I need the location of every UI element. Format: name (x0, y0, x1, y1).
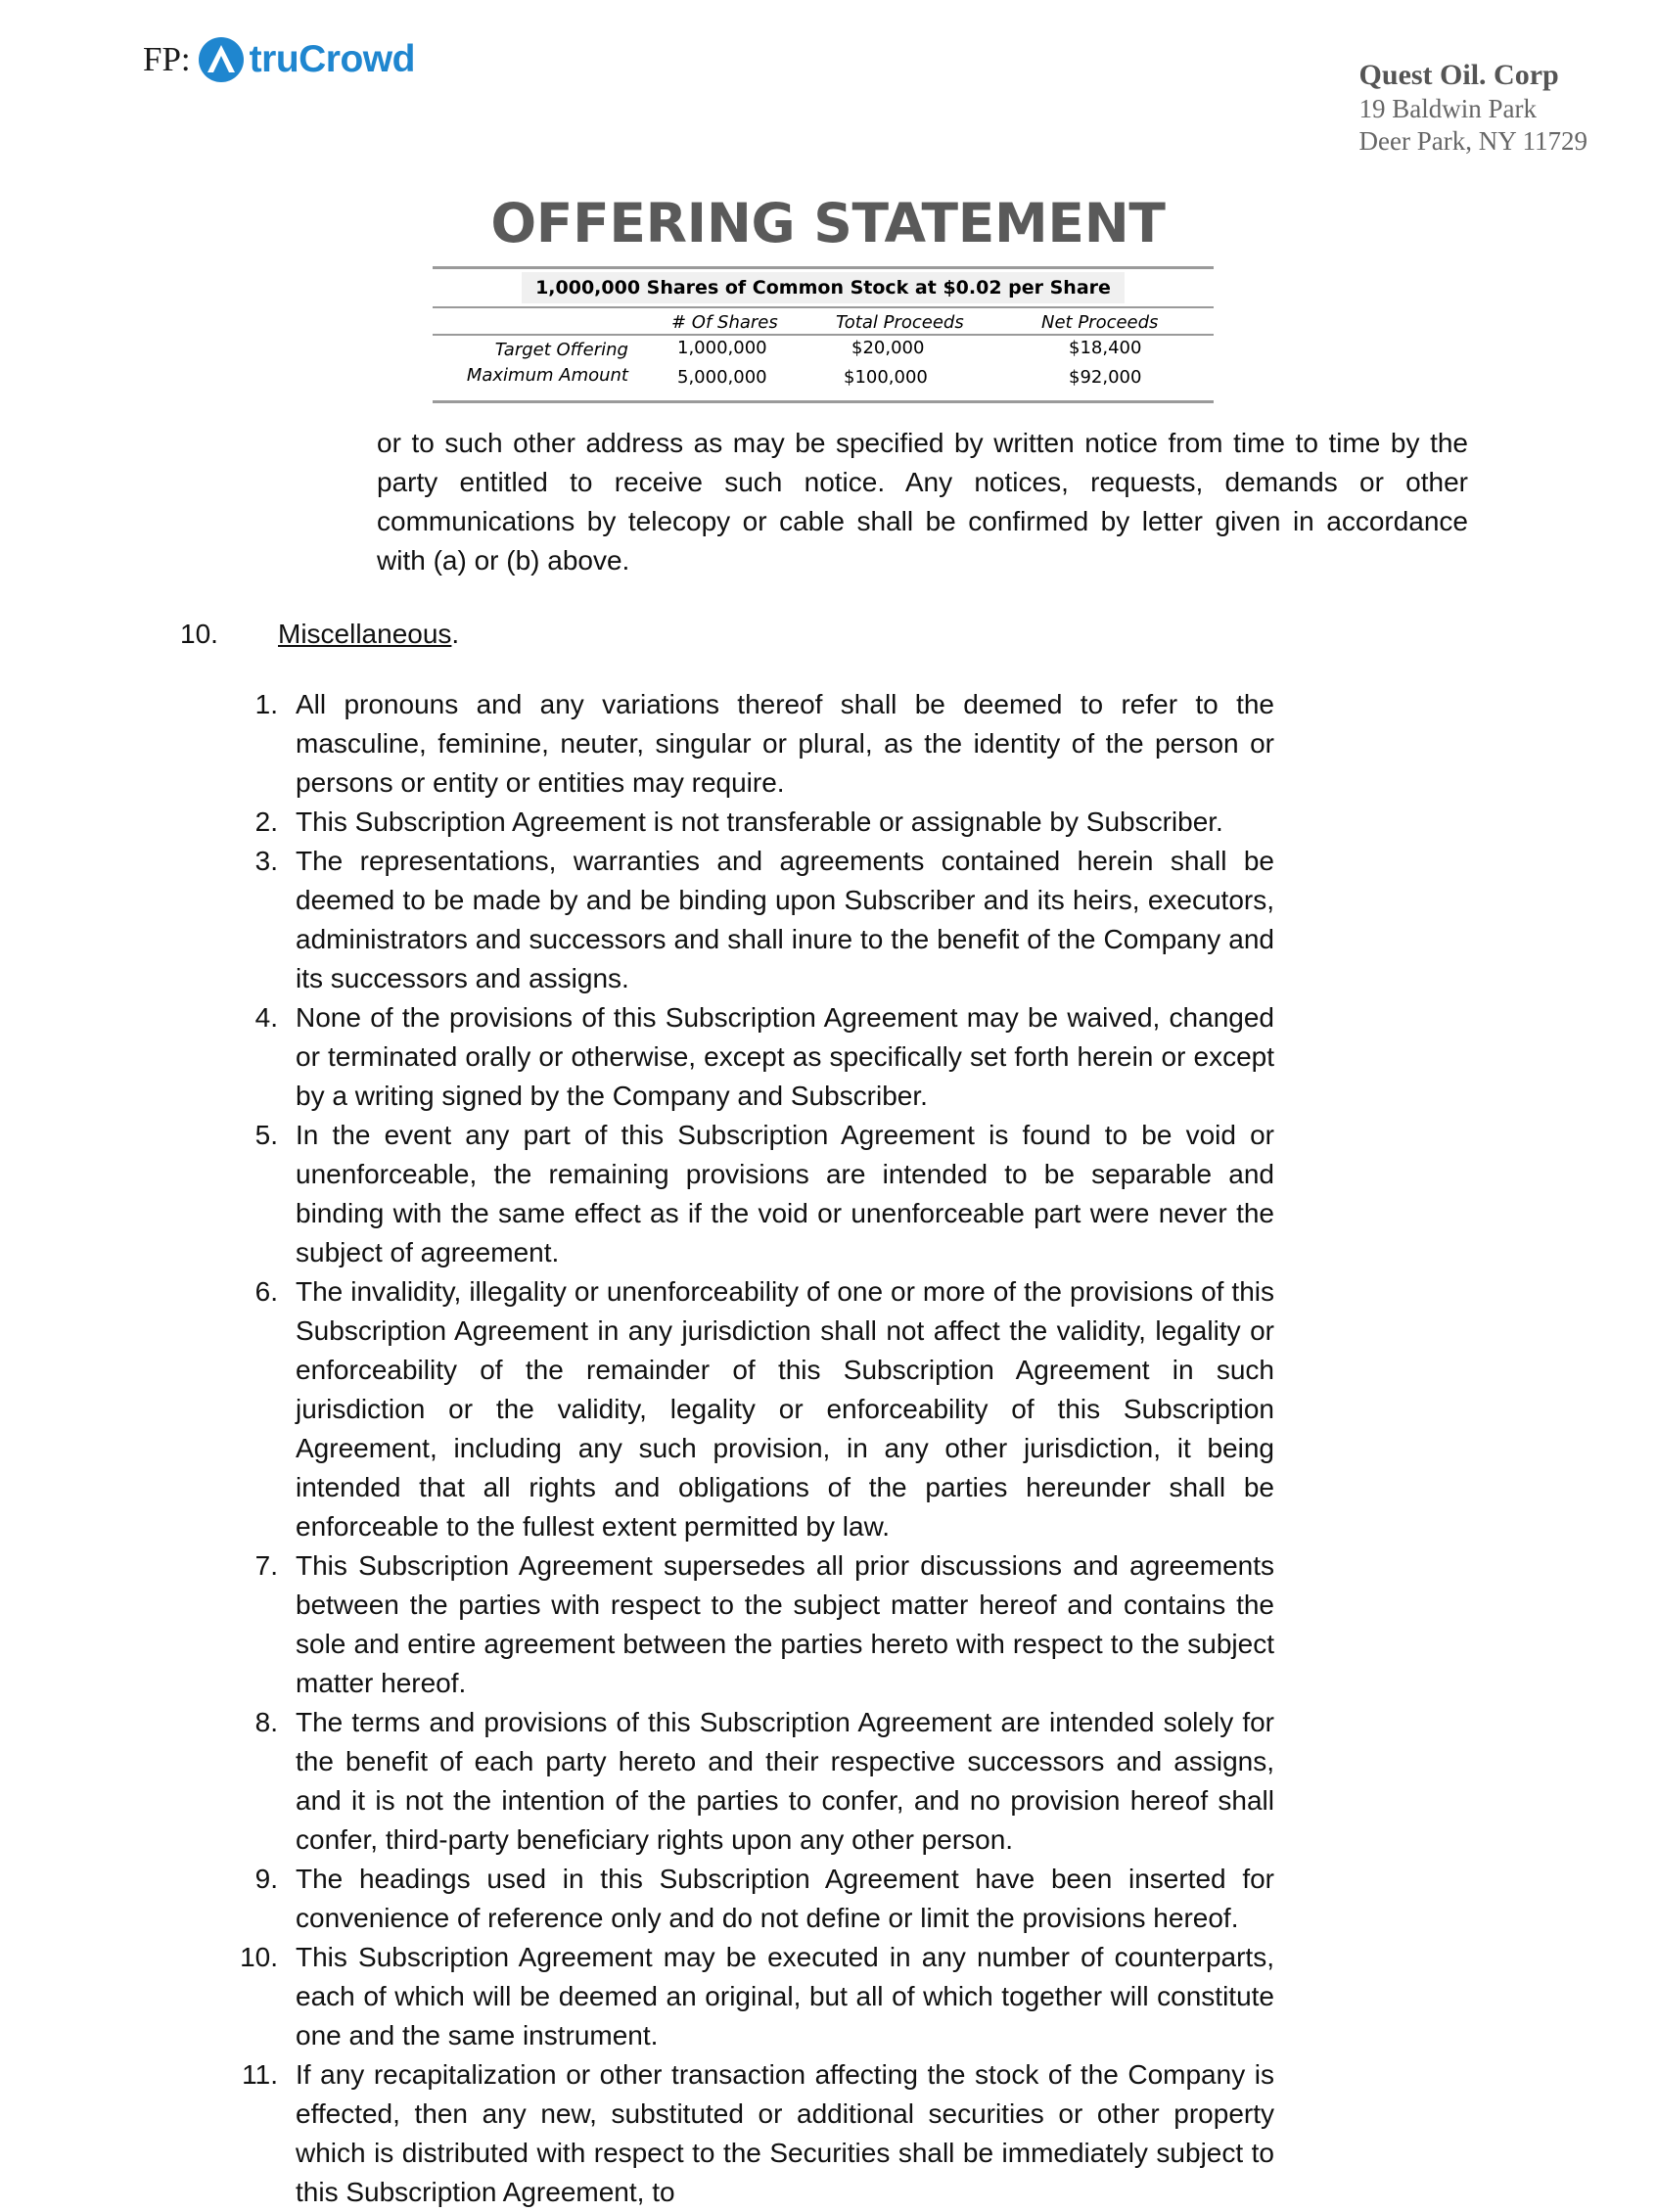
clause-number: 6. (254, 1276, 278, 1307)
cell-target-shares: 1,000,000 (677, 338, 767, 358)
clause-number: 8. (254, 1707, 278, 1737)
list-item (227, 1116, 1470, 1272)
fp-label: FP: (143, 40, 191, 78)
list-item (227, 1272, 1470, 1546)
clause-text: This Subscription Agreement supersedes all prior discussions and agreements between the parties with respect to the subject matter hereof and contains the sole and entire agreement between the parties hereto with respect to the subject matter hereof. (296, 1550, 1274, 1698)
cell-maximum-shares: 5,000,000 (677, 367, 767, 388)
clause-text: This Subscription Agreement is not transferable or assignable by Subscriber. (296, 806, 1223, 837)
table-bottom-rule (433, 400, 1214, 403)
list-item (227, 1703, 1470, 1860)
list-item (227, 998, 1470, 1116)
cell-maximum-total: $100,000 (844, 367, 928, 388)
clause-text: The invalidity, illegality or unenforceability of one or more of the provisions of this Subscription Agreement in any jurisdiction shall not affect the validity, legality or enforceability of the remainder of this Subscription Agreement in such jurisdiction or the validity, legality or enforceability of this Subscription Agreement, including any such provision, in any other jurisdiction, it being intended that all rights and obligations of the parties hereunder shall be enforceable to the fullest extent permitted by law. (296, 1276, 1274, 1542)
section-number: 10. (180, 619, 218, 649)
clause-number: 3. (254, 846, 278, 876)
clause-number: 9. (254, 1864, 278, 1894)
clause-number: 2. (254, 806, 278, 837)
trucrowd-logo (143, 37, 415, 82)
clause-text: The headings used in this Subscription Agreement have been inserted for convenience of reference only and do not define or limit the provisions hereof. (296, 1864, 1274, 1933)
row-label-target: Target Offering (494, 340, 628, 360)
section-title-period: . (451, 619, 460, 649)
cell-target-total: $20,000 (851, 338, 925, 358)
company-address-line2: Deer Park, NY 11729 (1358, 126, 1587, 156)
section-heading (180, 615, 459, 654)
section-title: Miscellaneous (278, 619, 452, 649)
company-name: Quest Oil. Corp (1358, 59, 1559, 91)
trucrowd-mark-icon (199, 37, 244, 82)
clause-text: This Subscription Agreement may be executed in any number of counterparts, each of which will be deemed an original, but all of which together will constitute one and the same instrument. (296, 1942, 1274, 2051)
list-item (227, 1860, 1470, 1938)
offering-grid (433, 308, 1214, 400)
clause-number: 5. (254, 1120, 278, 1150)
clause-text: The terms and provisions of this Subscription Agreement are intended solely for the benefit of each party hereto and their respective successors and assigns, and it is not the intention of the parties to confer, and no provision hereof shall confer, third-party beneficiary rights upon any other person. (296, 1707, 1274, 1855)
column-header-total: Total Proceeds (836, 312, 964, 333)
cell-maximum-net: $92,000 (1069, 367, 1142, 388)
clause-number: 11. (242, 2059, 278, 2090)
company-address-line1: 19 Baldwin Park (1358, 94, 1538, 123)
offering-table (433, 266, 1214, 403)
column-header-shares: # Of Shares (671, 312, 778, 333)
continuation-paragraph: or to such other address as may be specified by written notice from time to time by the party entitled to receive such notice. Any notices, requests, demands or other communications by telecopy or cable shall be confirmed by letter given in accordance with (a) or (b) above. (377, 428, 1468, 576)
clause-text: The representations, warranties and agreements contained herein shall be deemed to be made by and be binding upon Subscriber and its heirs, executors, administrators and successors and shall inure to the benefit of the Company and its successors and assigns. (296, 846, 1274, 993)
clause-number: 4. (254, 1002, 278, 1033)
clause-text: In the event any part of this Subscription Agreement is found to be void or unenforceable, the remaining provisions are intended to be separable and binding with the same effect as if the void or unenforceable part were never the subject of agreement. (296, 1120, 1274, 1267)
list-item (227, 803, 1470, 842)
clause-number: 10. (240, 1942, 278, 1972)
list-item (227, 2055, 1470, 2212)
list-item (227, 1546, 1470, 1703)
list-item (227, 685, 1470, 803)
clause-number: 1. (254, 689, 278, 719)
row-label-maximum: Maximum Amount (466, 365, 628, 386)
company-address-block (1359, 59, 1587, 157)
table-top-rule (433, 266, 1214, 269)
offering-banner: 1,000,000 Shares of Common Stock at $0.02 per Share (522, 272, 1125, 303)
list-item (227, 842, 1470, 998)
cell-target-net: $18,400 (1069, 338, 1142, 358)
clause-text: None of the provisions of this Subscription Agreement may be waived, changed or terminated orally or otherwise, except as specifically set forth herein or except by a writing signed by the Company and Subscriber. (296, 1002, 1274, 1111)
miscellaneous-clauses (227, 685, 1470, 2212)
clause-text: If any recapitalization or other transaction affecting the stock of the Company is effected, then any new, substituted or additional securities or other property which is distributed with respect to the Securities shall be immediately subject to this Subscription Agreement, to (296, 2059, 1274, 2207)
table-header-rule (433, 334, 1214, 336)
clause-text: All pronouns and any variations thereof shall be deemed to refer to the masculine, feminine, neuter, singular or plural, as the identity of the person or persons or entity or entities may require. (296, 689, 1274, 798)
offering-title: OFFERING STATEMENT (490, 192, 1166, 254)
list-item (227, 1938, 1470, 2055)
trucrowd-wordmark: truCrowd (249, 38, 415, 80)
clause-number: 7. (254, 1550, 278, 1581)
column-header-net: Net Proceeds (1041, 312, 1159, 333)
